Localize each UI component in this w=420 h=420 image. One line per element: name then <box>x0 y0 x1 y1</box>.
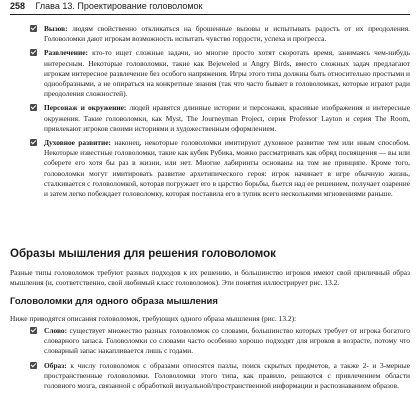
page-number: 258 <box>10 1 26 11</box>
bullet-text: людям свойственно откликаться на брошенные вызовы и испытывать радость от их преодоления. Головоломки дают игрокам возможность испытать чувство гордости, успеха и прогресса. <box>44 24 410 44</box>
motivation-bullet-list <box>30 24 410 203</box>
bullet-text: к числу головоломок с образами относятся пазлы, поиск скрытых предметов, а также 2- и 3-мерные пространственные головоломки. Головоломки этого типа, как правило, решаются с привлечением области головного мозга, связанной с обработкой визуальной/пространственной информации и распознаванием образов. <box>44 360 410 391</box>
checkbox-bullet-icon <box>30 25 37 32</box>
bullet-term: Духовное развитие: <box>44 138 111 148</box>
checkbox-bullet-icon <box>30 49 37 56</box>
bullet-text: людей нравятся длинные истории и персонажи, красивые изображения и интересные окружения. Такие головоломки, как Myst, The Journeyman Project, серия Professor Layton и серия The Room, привлекают игроков своими историями и художественным оформлением. <box>44 103 410 133</box>
checkbox-bullet-icon <box>30 139 37 146</box>
bullet-text: существует множество разных головоломок со словами, большинство которых требует от игрока богатого словарного запаса. Головоломки со словами часто особенно хорошо подходят для игроков в возрасте, потому что словарный запас накапливается лишь с годами. <box>44 326 410 356</box>
bullet-term: Персонаж и окружение: <box>44 103 127 113</box>
checkbox-bullet-icon <box>30 104 37 111</box>
mindset-bullet-list <box>30 326 410 395</box>
subsection-title: Головоломки для одного образа мышления <box>10 296 218 307</box>
checkbox-bullet-icon <box>30 362 37 369</box>
bullet-text: наконец, некоторые головоломки имитируют духовное развитие тем или иным способом. Некоторые известные головоломки, такие как кубик Рубика, можно рассматривать как обряд посвящения — вы или соберете его хотя бы раз в жизни, или нет. Многие лабиринты основаны на том же принципе. Кроме того, головоломки могут имитировать развитие архетипического героя: игрок начинает в игре обычную жизнь, сталкивается с головоломкой, которая погружает его в царство борьбы, бьется над ее решением, получает озарение и затем легко побеждает головоломку, которая поставила его в тупик всего несколькими мгновениями раньше. <box>44 138 410 199</box>
running-header <box>10 0 410 15</box>
list-item <box>30 361 410 392</box>
list-item <box>30 24 410 44</box>
bullet-term: Вызов: <box>44 24 68 33</box>
bullet-text: кто-то ищет сложные задачи, но многие просто хотят скоротать время, занимаясь чем-нибудь интересным. Некоторые головоломки, такие как Bejeweled и Angry Birds, вместо сложных задач предлагают игрокам интересное развлечение без особого напряжения. Игры этого типа должны быть относительно простыми и однообразными, а не опираться на конкретные знания (так что часто бывает в головоломках, которые играют ради преодоления сложностей). <box>44 48 410 99</box>
bullet-term: Развлечение: <box>44 48 89 58</box>
list-item <box>30 103 410 134</box>
bullet-term: Слово: <box>44 326 68 335</box>
subsection-paragraph: Ниже приводятся описания головоломок, требующих одного образа мышления (рис. 13.2): <box>10 314 297 323</box>
section-paragraph: Разные типы головоломок требуют разных подходов к их решению, и большинство игроков имеют свой приличный образ мышления (и, соответственно, свой любимый класс головоломок). Эти понятия иллюстрирует рис. 13.2. <box>10 268 410 288</box>
list-item <box>30 138 410 199</box>
bullet-term: Образ: <box>44 360 67 370</box>
list-item <box>30 48 410 99</box>
checkbox-bullet-icon <box>30 327 37 334</box>
section-title: Образы мышления для решения головоломок <box>10 248 276 260</box>
chapter-title: Глава 13. Проектирование головоломок <box>35 1 203 11</box>
list-item <box>30 326 410 357</box>
